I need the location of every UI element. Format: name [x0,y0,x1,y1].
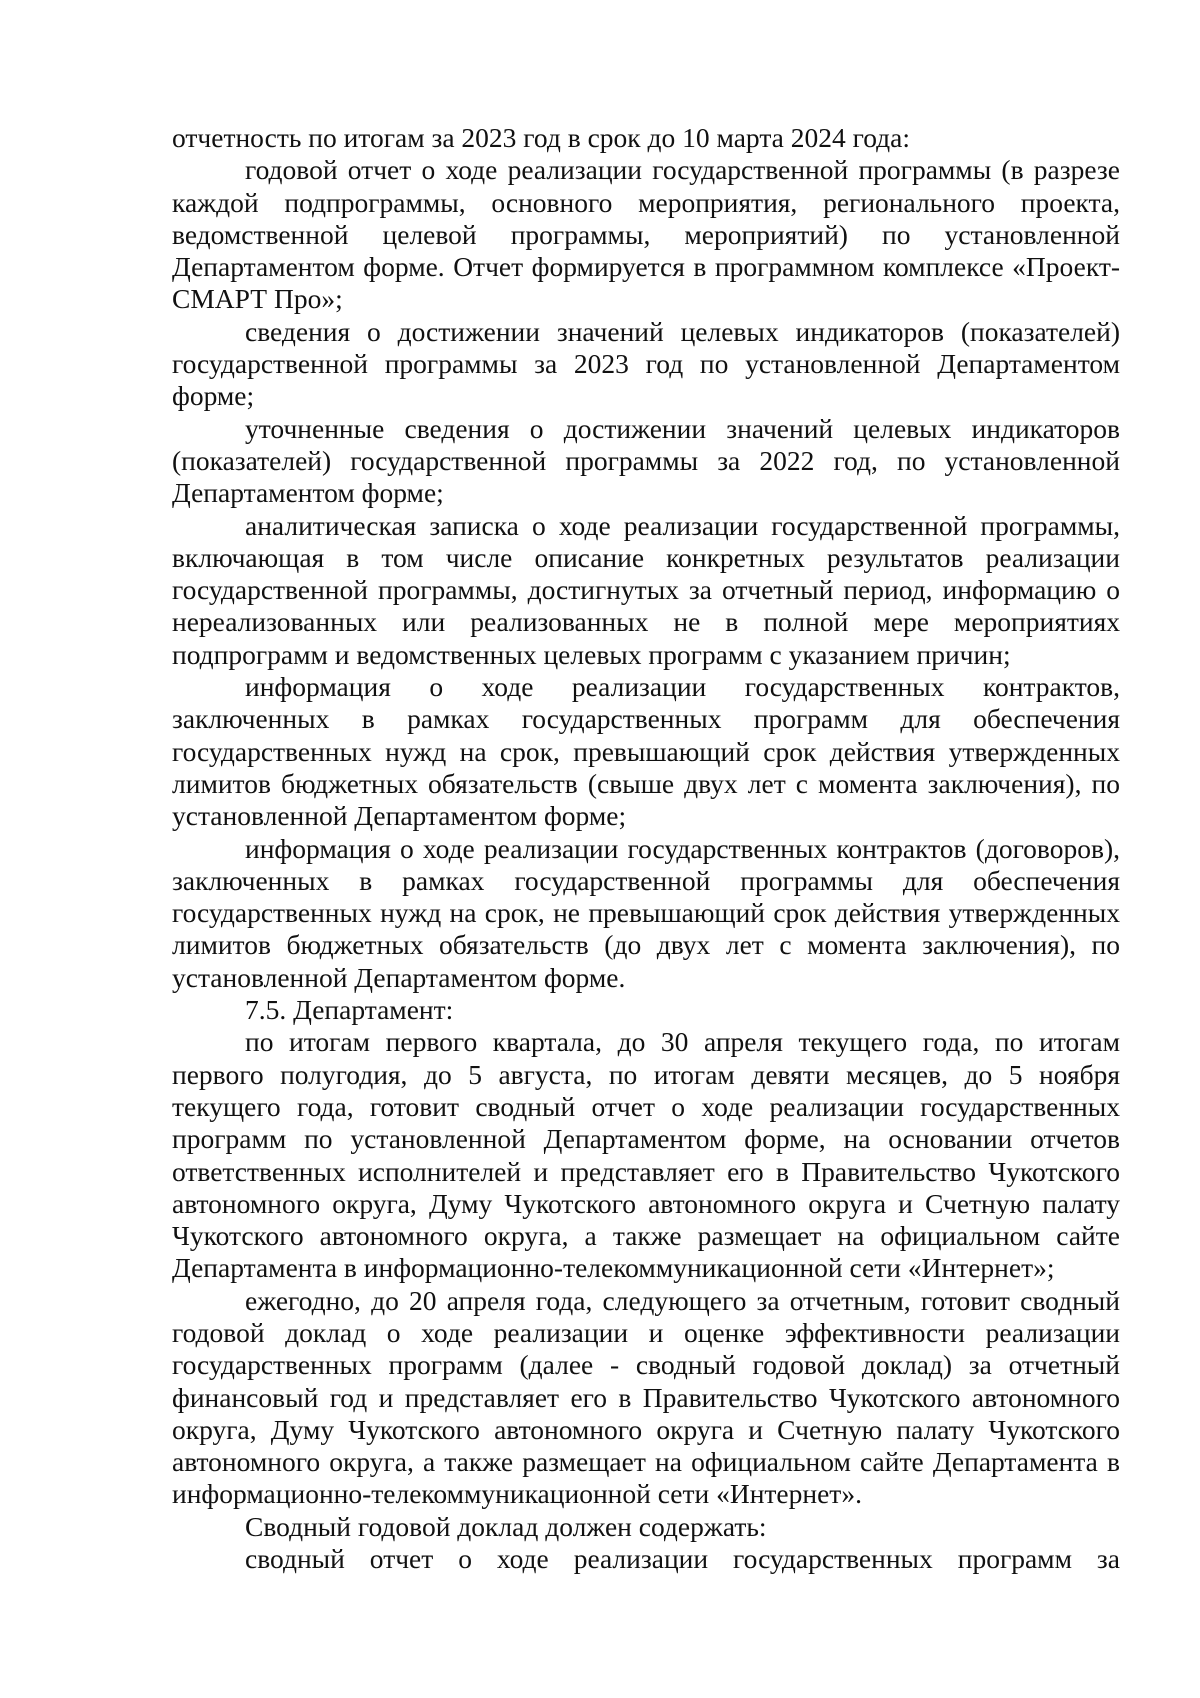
paragraph-indicators-2022: уточненные сведения о достижении значений целевых индикаторов (показателей) государственной программы за 2022 год, по установленной Департаментом форме; [172,412,1120,509]
paragraph-quarterly-report: по итогам первого квартала, до 30 апреля текущего года, по итогам первого полугодия, до 5 августа, по итогам девяти месяцев, до 5 ноября текущего года, готовит сводный отчет о ходе реализации государственных программ по установленной Департаментом форме, на основании отчетов ответственных исполнителей и представляет его в Правительство Чукотского автономного округа, Думу Чукотского автономного округа и Счетную палату Чукотского автономного округа, а также размещает на официальном сайте Департамента в информационно-телекоммуникационной сети «Интернет»; [172,1026,1120,1284]
document-body [172,122,1120,1575]
paragraph-annual-summary: ежегодно, до 20 апреля года, следующего за отчетным, готовит сводный годовой доклад о ходе реализации и оценке эффективности реализации государственных программ (далее - сводный годовой доклад) за отчетный финансовый год и представляет его в Правительство Чукотского автономного округа, Думу Чукотского автономного округа и Счетную палату Чукотского автономного округа, а также размещает на официальном сайте Департамента в информационно-телекоммуникационной сети «Интернет». [172,1284,1120,1510]
section-heading-7-5: 7.5. Департамент: [245,994,454,1026]
paragraph-annual-report: годовой отчет о ходе реализации государственной программы (в разрезе каждой подпрограммы, основного мероприятия, регионального проекта, ведомственной целевой программы, мероприятий) по установленной Департаментом форме. Отчет формируется в программном комплексе «Проект-СМАРТ Про»; [172,154,1120,315]
paragraph-summary-report: сводный отчет о ходе реализации государственных программ за [245,1543,1120,1575]
paragraph-contracts-over-limit: информация о ходе реализации государственных контрактов, заключенных в рамках государственных программ для обеспечения государственных нужд на срок, превышающий срок действия утвержденных лимитов бюджетных обязательств (свыше двух лет с момента заключения), по установленной Департаментом форме; [172,671,1120,832]
paragraph-contracts-within-limit: информация о ходе реализации государственных контрактов (договоров), заключенных в рамках государственной программы для обеспечения государственных нужд на срок, не превышающий срок действия утвержденных лимитов бюджетных обязательств (до двух лет с момента заключения), по установленной Департаментом форме. [172,832,1120,993]
paragraph-summary-contents: Сводный годовой доклад должен содержать: [245,1510,767,1542]
paragraph-indicators-2023: сведения о достижении значений целевых индикаторов (показателей) государственной программы за 2023 год по установленной Департаментом форме; [172,315,1120,412]
paragraph-reporting-deadline: отчетность по итогам за 2023 год в срок до 10 марта 2024 года: [172,122,911,153]
paragraph-analytical-note: аналитическая записка о ходе реализации государственной программы, включающая в том числе описание конкретных результатов реализации государственной программы, достигнутых за отчетный период, информацию о нереализованных или реализованных не в полной мере мероприятиях подпрограмм и ведомственных целевых программ с указанием причин; [172,509,1120,670]
